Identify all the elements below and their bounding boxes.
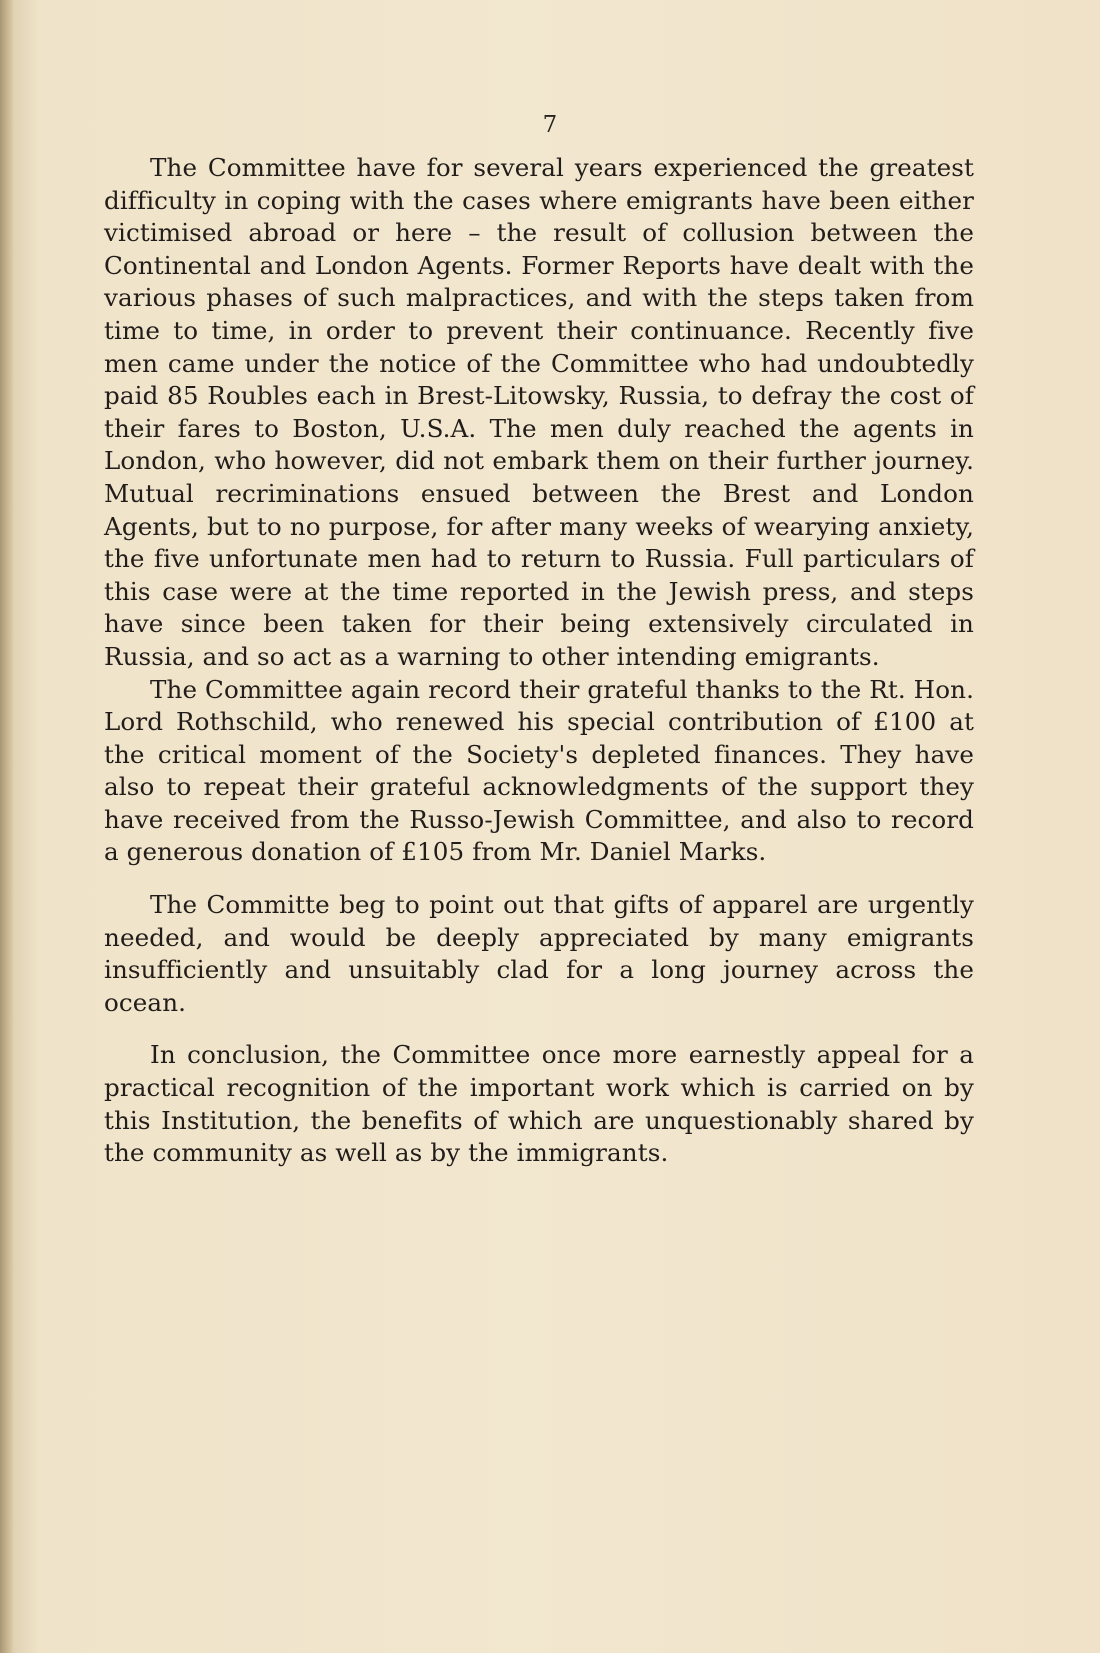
paragraph-conclusion: In conclusion, the Committee once more earnestly appeal for a practical recognition of the important work which is carried on by this Institution, the benefits of which are unquestionably shared by the community as well as by the immigrants.	[104, 1040, 974, 1168]
paragraph-emigrant-agents: The Committee have for several years experienced the greatest difficulty in coping with the cases where emigrants have been either victimised abroad or here – the result of collusion between the Continental and London Agents. Former Reports have dealt with the various phases of such malpractices, and with the steps taken from time to time, in order to prevent their continuance. Recently five men came under the notice of the Committee who had undoubtedly paid 85 Roubles each in Brest-Litowsky, Russia, to defray the cost of their fares to Boston, U.S.A. The men duly reached the agents in London, who however, did not embark them on their further journey. Mutual recriminations ensued between the Brest and London Agents, but to no purpose, for after many weeks of wearying anxiety, the five unfortunate men had to return to Russia. Full particulars of this case were at the time reported in the Jewish press, and steps have since been taken for their being extensively circulated in Russia, and so act as a warning to other intending emigrants.	[104, 153, 974, 671]
body-text	[104, 152, 974, 1170]
page-binding-edge	[0, 0, 14, 1653]
page-number: 7	[542, 112, 558, 138]
paragraph-apparel-appeal: The Committe beg to point out that gifts of apparel are urgently needed, and would be deeply appreciated by many emigrants insufficiently and unsuitably clad for a long journey across the ocean.	[104, 890, 974, 1017]
paragraph-thanks-rothschild: The Committee again record their grateful thanks to the Rt. Hon. Lord Rothschild, who renewed his special contribution of £100 at the critical moment of the Society's depleted finances. They have also to repeat their grateful acknowledgments of the support they have received from the Russo-Jewish Committee, and also to record a generous donation of £105 from Mr. Daniel Marks.	[104, 674, 974, 867]
